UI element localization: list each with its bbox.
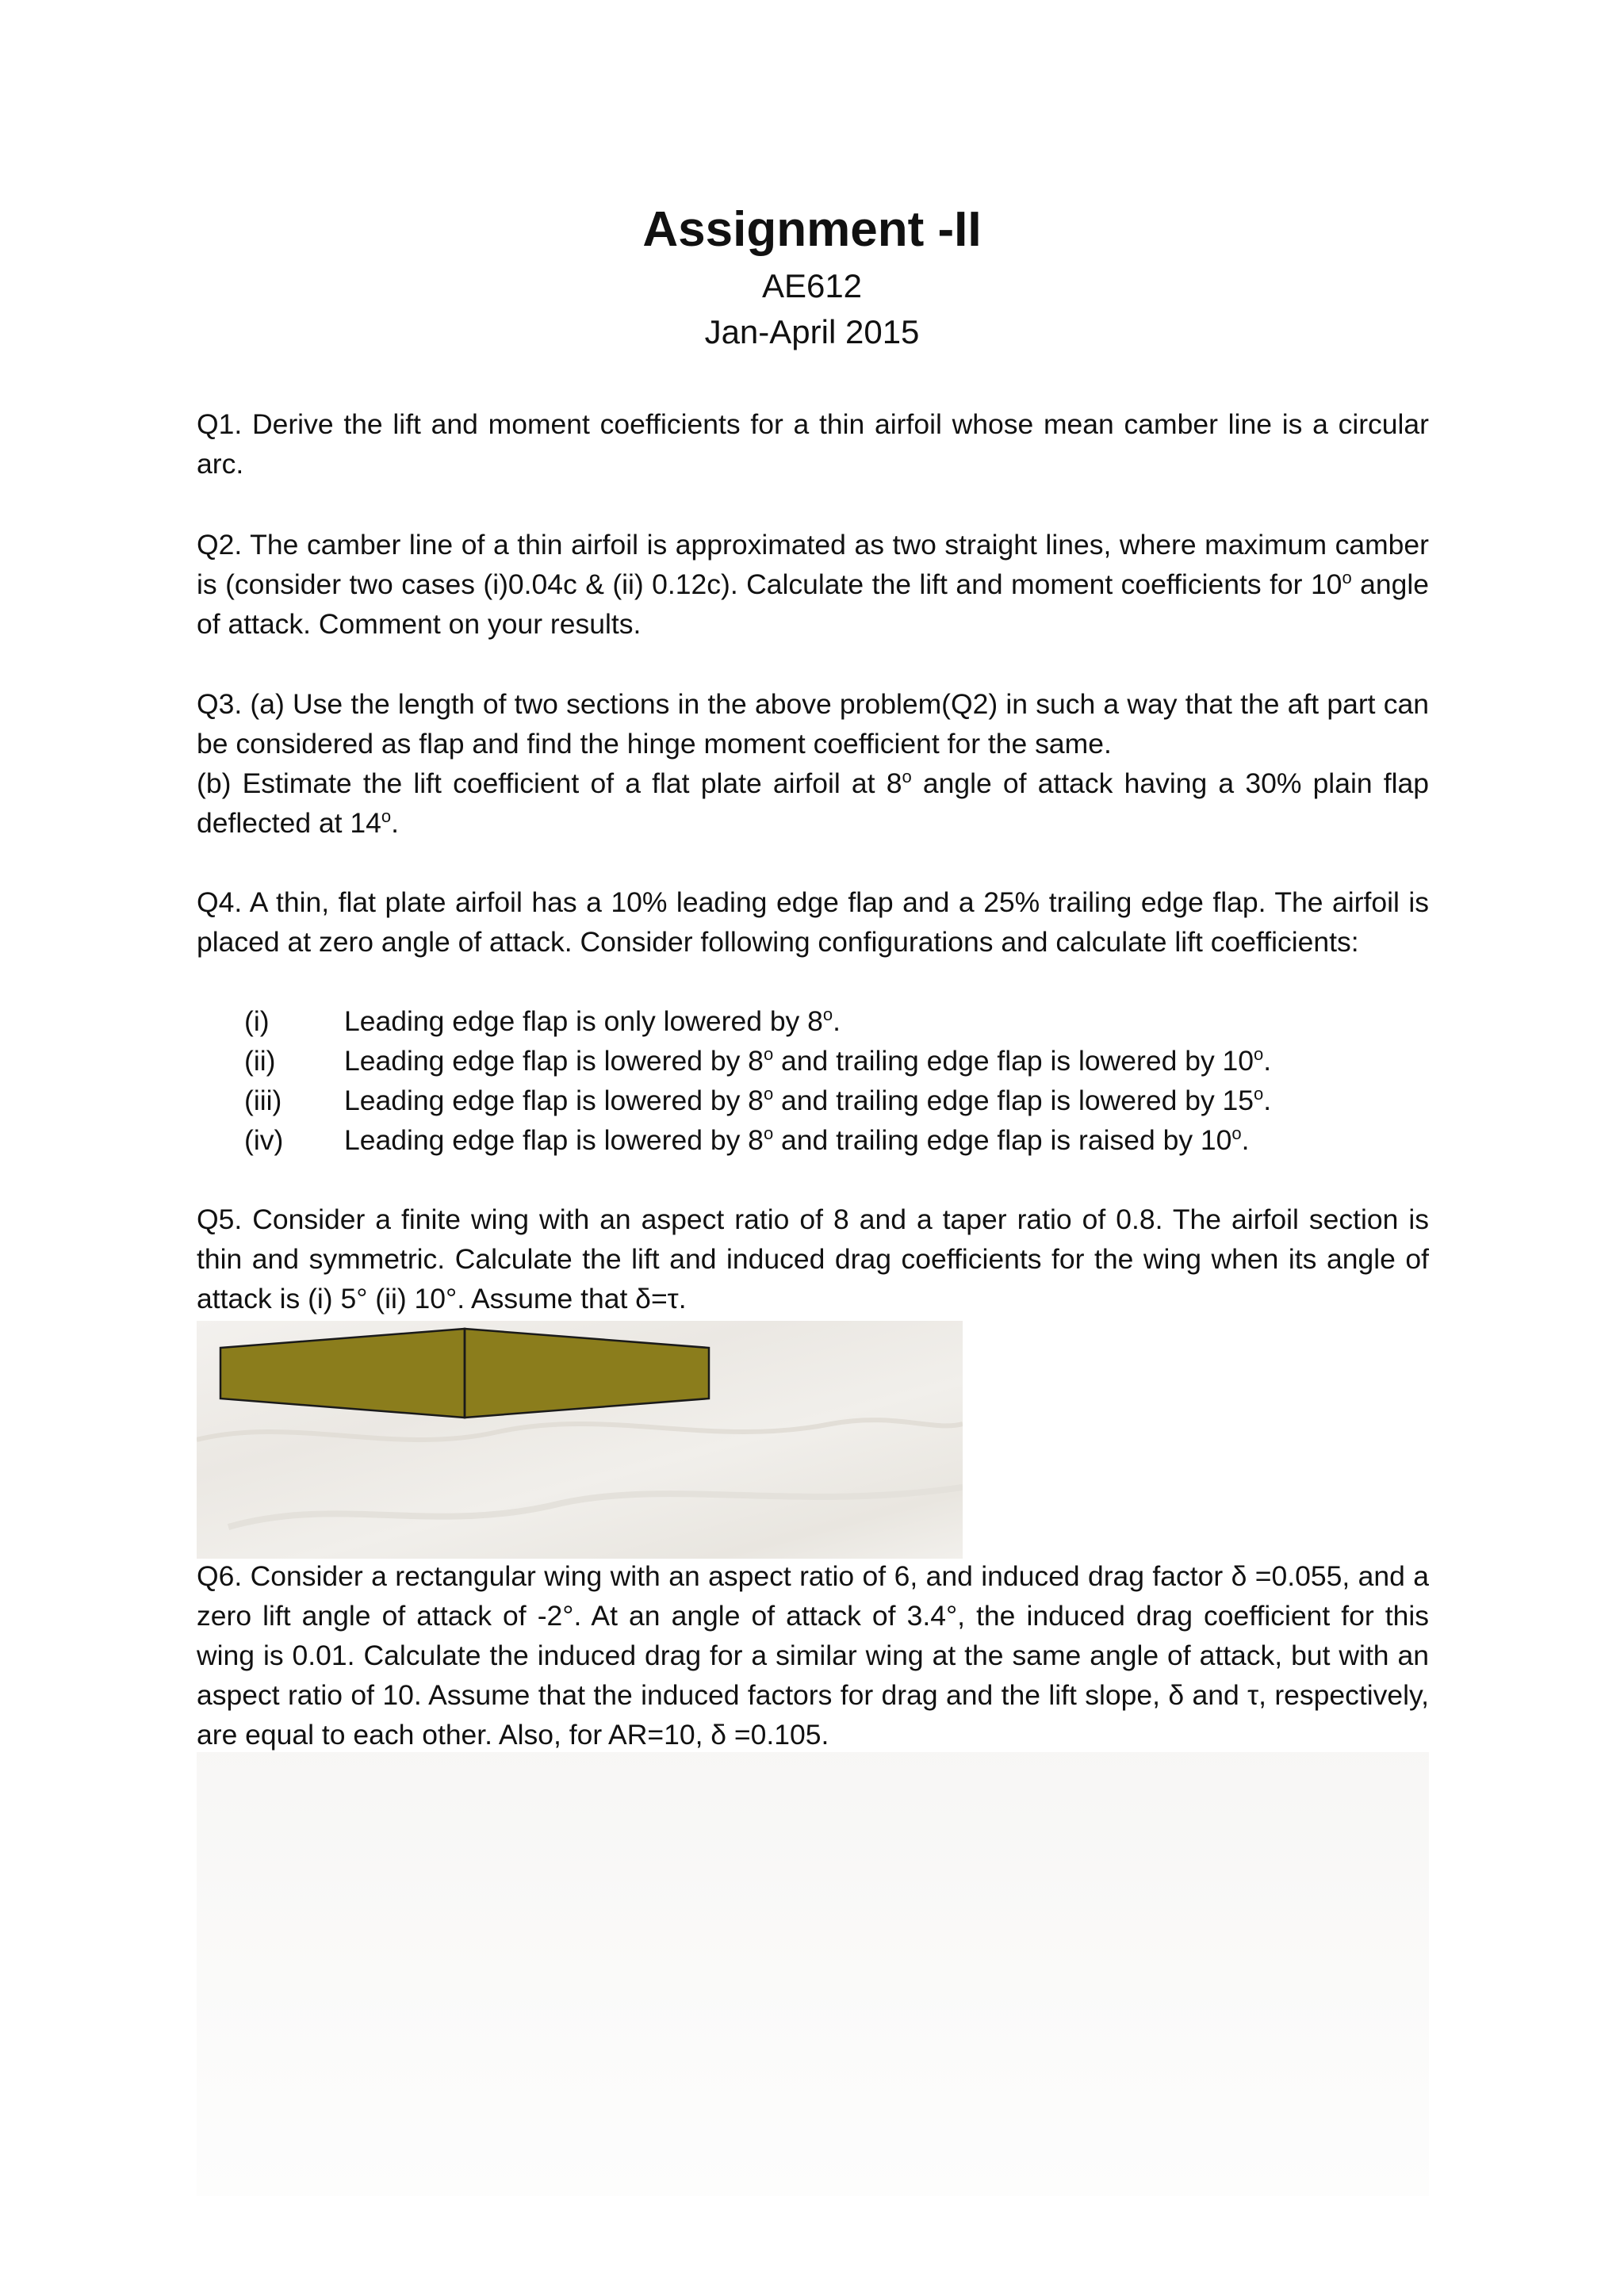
degree-superscript: o: [822, 1004, 833, 1025]
question-2-text-end: angle of attack. Comment on your results.: [197, 568, 1429, 640]
list-item-number: (iii): [244, 1085, 282, 1116]
right-wing-panel: [465, 1329, 709, 1418]
question-4-intro: Q4. A thin, flat plate airfoil has a 10% leading edge flap and a 25% trailing edge flap. The airfoil is placed at zero angle of attack. Consider following configurations and calculate lift coefficients:: [197, 886, 1429, 958]
list-item-text-b: .: [833, 1005, 841, 1037]
question-3b-text: (b) Estimate the lift coefficient of a flat plate airfoil at 8: [197, 767, 902, 799]
list-item-text-c: .: [1241, 1124, 1250, 1156]
list-item-text-a: Leading edge flap is lowered by 8: [344, 1045, 764, 1077]
list-item-number: (iv): [244, 1124, 284, 1156]
list-item-text: [344, 1041, 1271, 1081]
course-code: AE612: [761, 267, 863, 304]
degree-superscript: o: [1231, 1123, 1242, 1144]
list-item-number: (i): [244, 1005, 270, 1037]
background-shading: [197, 1752, 1429, 2196]
wing-figure: [197, 1321, 963, 1559]
list-item-number: (ii): [244, 1045, 276, 1077]
degree-superscript: o: [381, 806, 392, 827]
question-4-list: [244, 1001, 1434, 1160]
term-dates: Jan-April 2015: [704, 313, 920, 350]
list-item-text-b: and trailing edge flap is lowered by 15: [773, 1085, 1254, 1116]
question-1: Q1. Derive the lift and moment coefficients for a thin airfoil whose mean camber line is a circular arc.: [197, 408, 1429, 480]
question-5: Q5. Consider a finite wing with an aspect ratio of 8 and a taper ratio of 0.8. The airfoil section is thin and symmetric. Calculate the lift and induced drag coefficients for the wing when its angle of attack is (i) 5° (ii) 10°. Assume that δ=τ.: [197, 1203, 1429, 1314]
question-3b-text-mid: angle of attack having a 30% plain flap deflected at 14: [197, 767, 1429, 839]
assignment-title: Assignment -II: [642, 202, 982, 257]
list-item-text-c: .: [1263, 1045, 1272, 1077]
list-item: [244, 1041, 1434, 1081]
list-item: [244, 1001, 1434, 1041]
question-2: [197, 525, 1429, 644]
degree-superscript: o: [1342, 568, 1352, 588]
list-item-text-c: .: [1263, 1085, 1272, 1116]
degree-superscript: o: [763, 1044, 774, 1065]
list-item-text: [344, 1001, 841, 1041]
document-header: [0, 197, 1624, 355]
list-item-text-a: Leading edge flap is lowered by 8: [344, 1124, 764, 1156]
list-item-text-b: and trailing edge flap is lowered by 10: [773, 1045, 1254, 1077]
question-3b: [197, 763, 1429, 843]
question-6: Q6. Consider a rectangular wing with an aspect ratio of 6, and induced drag factor δ =0.055, and a zero lift angle of attack of -2°. At an angle of attack of 3.4°, the induced drag coefficient for this wing is 0.01. Calculate the induced drag for a similar wing at the same angle of attack, but with an aspect ratio of 10. Assume that the induced factors for drag and the lift slope, δ and τ, respectively, are equal to each other. Also, for AR=10, δ =0.105.: [197, 1560, 1430, 1751]
degree-superscript: o: [763, 1123, 774, 1144]
question-3b-text-end: .: [391, 807, 400, 839]
list-item-text-a: Leading edge flap is only lowered by 8: [344, 1005, 823, 1037]
list-item-text-b: and trailing edge flap is raised by 10: [773, 1124, 1232, 1156]
degree-superscript: o: [763, 1084, 774, 1104]
tapered-wing-diagram: [197, 1321, 963, 1559]
background-texture: [228, 1487, 963, 1527]
background-texture: [197, 1420, 963, 1440]
list-item-text: [344, 1081, 1271, 1120]
question-3a: Q3. (a) Use the length of two sections in the above problem(Q2) in such a way that the aft part can be considered as flap and find the hinge moment coefficient for the same.: [197, 688, 1429, 760]
list-item-text-a: Leading edge flap is lowered by 8: [344, 1085, 764, 1116]
left-wing-panel: [220, 1329, 465, 1418]
degree-superscript: o: [1254, 1084, 1264, 1104]
question-2-text: Q2. The camber line of a thin airfoil is approximated as two straight lines, where maximum camber is (consider two cases (i)0.04c & (ii) 0.12c). Calculate the lift and moment coefficients for 10: [197, 529, 1429, 600]
list-item: [244, 1120, 1434, 1160]
list-item-text: [344, 1120, 1250, 1160]
list-item: [244, 1081, 1434, 1120]
degree-superscript: o: [1254, 1044, 1264, 1065]
degree-superscript: o: [902, 767, 912, 787]
